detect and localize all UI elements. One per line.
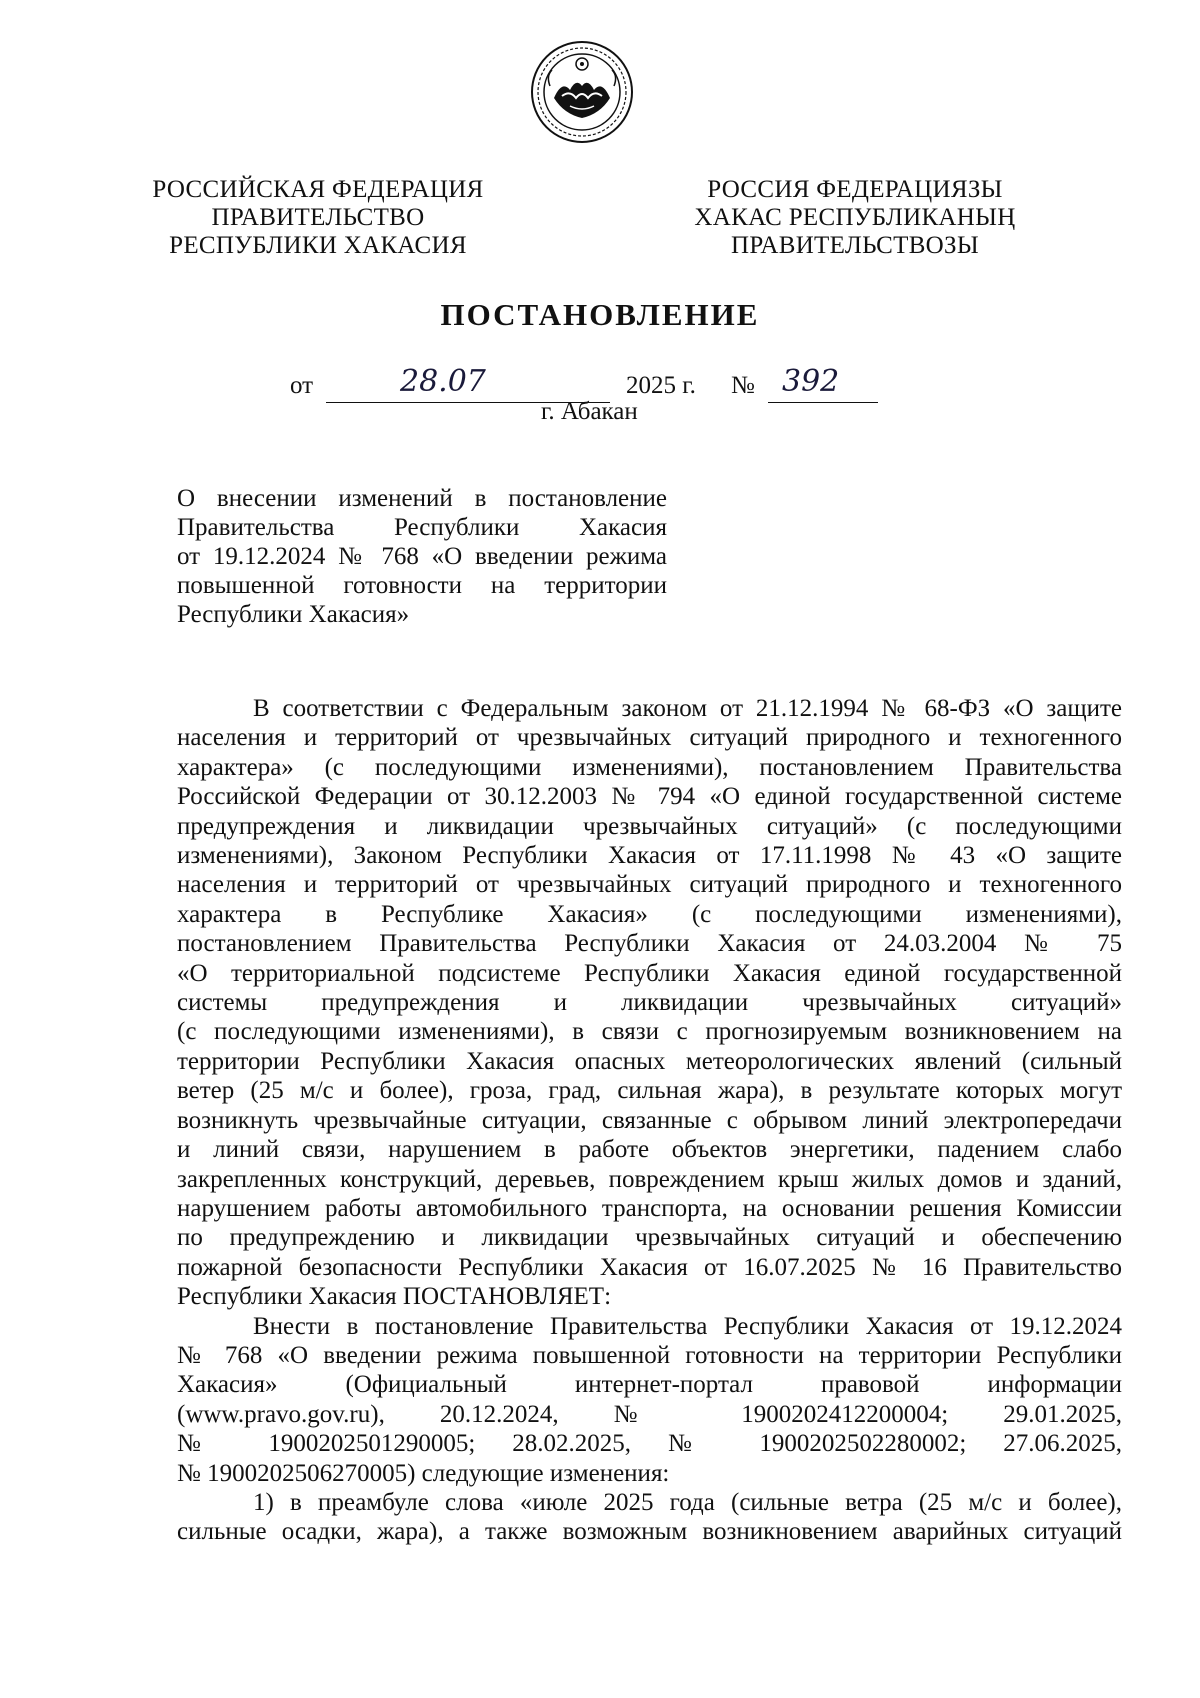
body-line: В соответствии с Федеральным законом от 21.12.1994 № 68-ФЗ «О защите: [253, 695, 1122, 722]
subject-line: О внесении изменений в постановление: [177, 485, 667, 512]
document-type-title: ПОСТАНОВЛЕНИЕ: [440, 297, 760, 332]
coat-of-arms-emblem: [530, 40, 634, 144]
body-line: 1) в преамбуле слова «июле 2025 года (сильные ветра (25 м/с и более),: [253, 1488, 1122, 1516]
city-name: г. Абакан: [541, 398, 638, 425]
number-sign: №: [731, 372, 755, 399]
body-line: Республики Хакасия ПОСТАНОВЛЯЕТ:: [177, 1283, 612, 1311]
handwritten-date: 28.07: [400, 364, 486, 399]
body-line: по предупреждению и ликвидации чрезвычайных ситуаций и обеспечению: [177, 1224, 1122, 1252]
header-left-line-2: ПРАВИТЕЛЬСТВО: [211, 204, 425, 231]
handwritten-number: 392: [782, 364, 840, 399]
subject-block: [177, 484, 667, 629]
body-line: территории Республики Хакасия опасных метеорологических явлений (сильный: [177, 1047, 1122, 1075]
subject-line: от 19.12.2024 № 768 «О введении режима: [177, 543, 667, 570]
body-line: № 768 «О введении режима повышенной готовности на территории Республики: [177, 1341, 1122, 1369]
number-underline: [768, 402, 878, 403]
body-text: [177, 694, 1122, 1547]
body-line: населения и территорий от чрезвычайных ситуаций природного и техногенного: [177, 724, 1122, 752]
body-line: системы предупреждения и ликвидации чрезвычайных ситуаций»: [177, 989, 1122, 1017]
body-line: возникнуть чрезвычайные ситуации, связанные с обрывом линий электропередачи: [177, 1106, 1122, 1134]
subject-line: Республики Хакасия»: [177, 601, 410, 628]
body-line: Хакасия» (Официальный интернет-портал правовой информации: [177, 1371, 1122, 1399]
body-line: № 1900202506270005) следующие изменения:: [177, 1459, 670, 1487]
date-from-label: от: [290, 372, 314, 399]
header-left-block: [148, 176, 488, 260]
date-year: 2025 г.: [626, 372, 696, 399]
header-right-line-1: РОССИЯ ФЕДЕРАЦИЯЗЫ: [707, 176, 1003, 203]
body-line: Российской Федерации от 30.12.2003 № 794 «О единой государственной системе: [177, 783, 1122, 811]
subject-line: повышенной готовности на территории: [177, 572, 667, 599]
body-line: нарушением работы автомобильного транспорта, на основании решения Комиссии: [177, 1194, 1122, 1222]
body-line: предупреждения и ликвидации чрезвычайных ситуаций» (с последующими: [177, 812, 1122, 840]
body-line: № 1900202501290005; 28.02.2025, № 1900202502280002; 27.06.2025,: [177, 1430, 1122, 1458]
header-right-line-2: ХАКАС РЕСПУБЛИКАНЫҢ: [694, 204, 1016, 231]
body-line: характера» (с последующими изменениями), постановлением Правительства: [177, 753, 1122, 781]
body-line: характера в Республике Хакасия» (с последующими изменениями),: [177, 900, 1122, 928]
body-line: постановлением Правительства Республики Хакасия от 24.03.2004 № 75: [177, 930, 1122, 958]
body-line: (www.pravo.gov.ru), 20.12.2024, № 1900202412200004; 29.01.2025,: [177, 1400, 1122, 1428]
header-right-block: [685, 176, 1025, 260]
body-line: (с последующими изменениями), в связи с прогнозируемым возникновением на: [177, 1018, 1122, 1046]
body-line: сильные осадки, жара), а также возможным возникновением аварийных ситуаций: [177, 1518, 1122, 1546]
body-line: «О территориальной подсистеме Республики Хакасия единой государственной: [177, 959, 1122, 987]
body-line: населения и территорий от чрезвычайных ситуаций природного и техногенного: [177, 871, 1122, 899]
subject-line: Правительства Республики Хакасия: [177, 514, 667, 541]
body-line: пожарной безопасности Республики Хакасия от 16.07.2025 № 16 Правительство: [177, 1253, 1122, 1281]
body-line: изменениями), Законом Республики Хакасия от 17.11.1998 № 43 «О защите: [177, 842, 1122, 870]
body-line: ветер (25 м/с и более), гроза, град, сильная жара), в результате которых могут: [177, 1077, 1122, 1105]
header-left-line-1: РОССИЙСКАЯ ФЕДЕРАЦИЯ: [152, 176, 484, 203]
header-left-line-3: РЕСПУБЛИКИ ХАКАСИЯ: [169, 232, 467, 259]
body-line: Внести в постановление Правительства Республики Хакасия от 19.12.2024: [253, 1312, 1122, 1340]
body-line: закрепленных конструкций, деревьев, повреждением крыш жилых домов и зданий,: [177, 1165, 1122, 1193]
body-line: и линий связи, нарушением в работе объектов энергетики, падением слабо: [177, 1136, 1122, 1164]
header-right-line-3: ПРАВИТЕЛЬСТВОЗЫ: [731, 232, 979, 259]
